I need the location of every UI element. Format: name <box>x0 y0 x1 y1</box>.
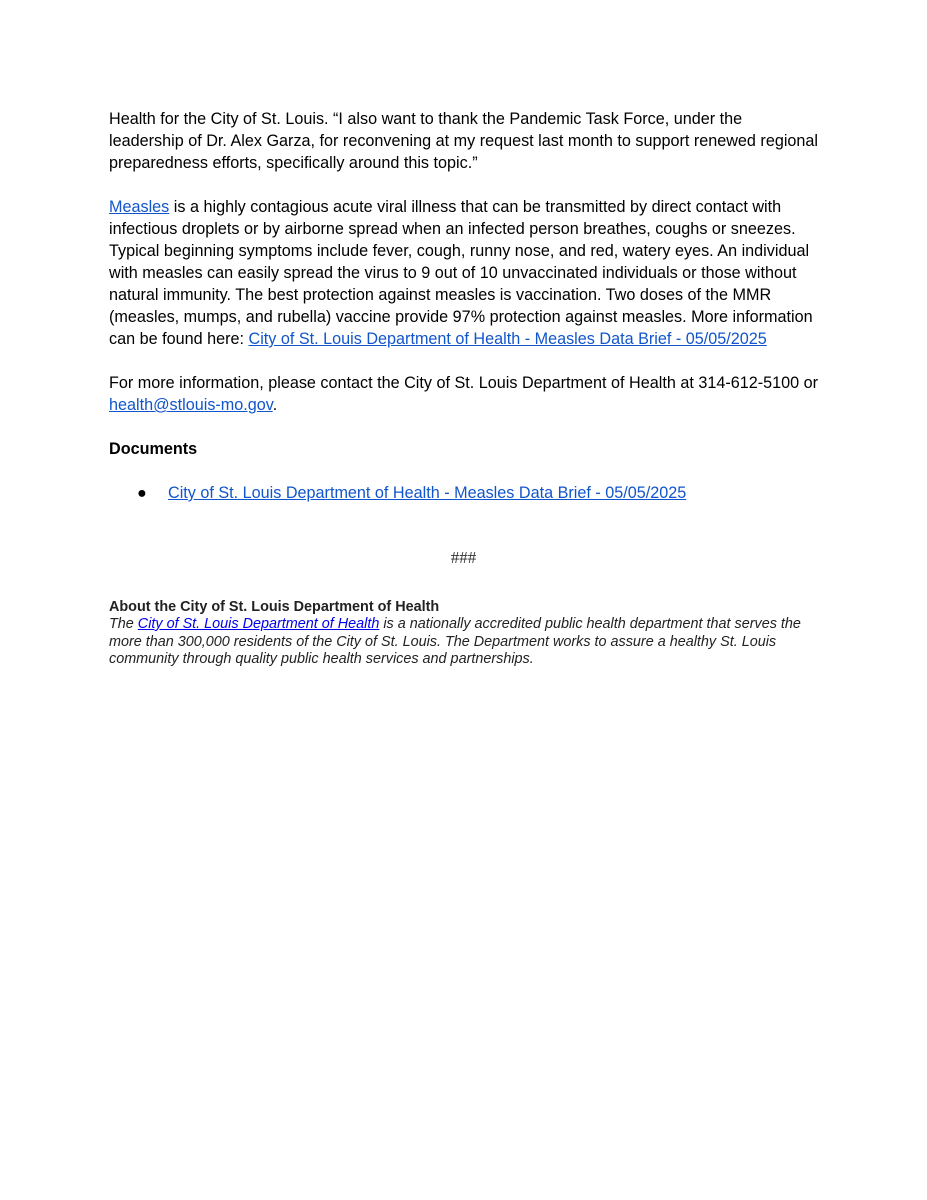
list-item <box>109 482 821 504</box>
about-heading: About the City of St. Louis Department of Health <box>109 599 440 615</box>
paragraph-spacer <box>109 174 821 196</box>
paragraph-spacer <box>109 416 821 438</box>
about-department-link[interactable]: City of St. Louis Department of Health <box>137 616 380 632</box>
measles-data-brief-link[interactable]: City of St. Louis Department of Health - Measles Data Brief - 05/05/2025 <box>248 330 767 348</box>
section-spacer <box>109 504 821 547</box>
quote-paragraph: Health for the City of St. Louis. “I also want to thank the Pandemic Task Force, under the leadership of Dr. Alex Garza, for reconvening at my request last month to support renewed regional preparedness efforts, specifically around this topic.” <box>109 110 819 172</box>
documents-list <box>109 482 821 504</box>
about-description: is a nationally accredited public health department that serves the more than 300,000 residents of the City of St. Louis. The Department works to assure a healthy St. Louis community through quality public health services and partnerships. <box>109 616 801 667</box>
measles-link[interactable]: Measles <box>109 198 170 216</box>
about-paragraph <box>109 616 821 669</box>
measles-description: is a highly contagious acute viral illness that can be transmitted by direct contact with infectious droplets or by airborne spread when an infected person breathes, coughs or sneezes. Typical beginning symptoms include fever, cough, runny nose, and red, watery eyes. An individual with measles can easily spread the virus to 9 out of 10 unvaccinated individuals or those without natural immunity. The best protection against measles is vaccination. Two doses of the MMR (measles, mumps, and rubella) vaccine provide 97% protection against measles. More information can be found here: <box>109 198 813 348</box>
bullet-icon: ● <box>137 484 147 502</box>
contact-paragraph <box>109 372 821 416</box>
about-prefix: The <box>109 616 138 632</box>
document-link-data-brief[interactable]: City of St. Louis Department of Health - Measles Data Brief - 05/05/2025 <box>168 484 687 502</box>
documents-heading: Documents <box>109 440 198 458</box>
paragraph-spacer <box>109 350 821 372</box>
contact-text-end: . <box>272 396 278 414</box>
contact-email-link[interactable]: health@stlouis-mo.gov <box>109 396 273 414</box>
paragraph-spacer <box>109 460 821 482</box>
section-spacer <box>109 569 821 599</box>
measles-paragraph <box>109 196 821 350</box>
document-page <box>109 108 821 669</box>
end-of-release-mark: ### <box>450 548 477 567</box>
contact-text: For more information, please contact the City of St. Louis Department of Health at 314-612-5100 or <box>109 374 819 392</box>
